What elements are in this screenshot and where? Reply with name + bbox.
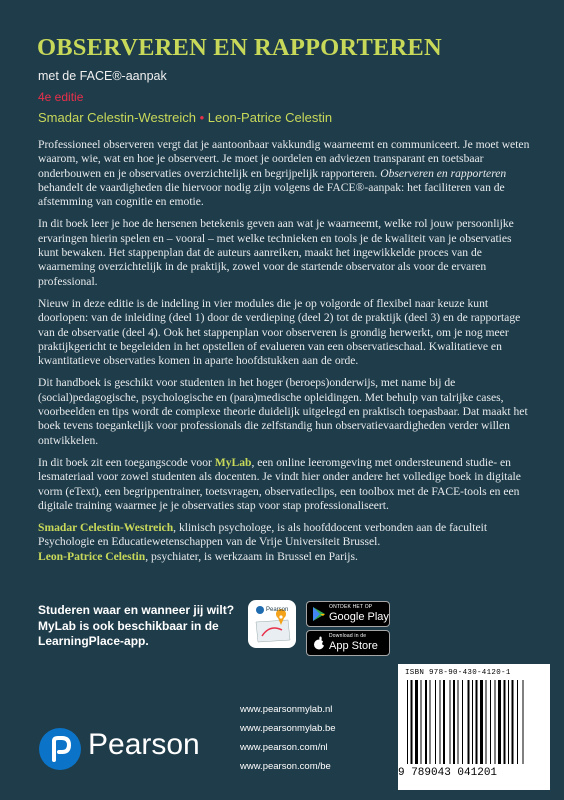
barcode-bar [450, 680, 451, 764]
book-subtitle: met de FACE®-aanpak [38, 69, 167, 83]
barcode-bar [480, 680, 483, 764]
barcode-bar [453, 680, 455, 764]
barcode-bar [472, 680, 473, 764]
apple-icon [312, 636, 326, 650]
url-item[interactable]: www.pearson.com/be [240, 761, 331, 772]
barcode-bar [462, 680, 463, 764]
barcode-bar [486, 680, 487, 764]
barcode-bar [458, 680, 459, 764]
author-line [38, 110, 332, 125]
barcode-bar [498, 680, 501, 764]
learningplace-app-icon [248, 600, 296, 648]
paragraph-new-edition: Nieuw in deze editie is de indeling in vier modules die je op volgorde of flexibel naar keuze kunt doorlopen: van de inleiding (deel 1) door de verdieping (deel 2) tot de praktijk (deel 3) en de rapportage van de observatie (deel 4). Ook het stappenplan voor observeren is grondig herwerkt, om je nog meer praktijkgericht te begeleiden in het opstellen of evalueren van een observatieschaal. Kwalitatieve en kwantitatieve observaties komen in aparte hoofdstukken aan de orde. [38, 296, 521, 368]
barcode-bar [468, 680, 470, 764]
author-2: Leon-Patrice Celestin [207, 110, 333, 125]
bio-text-1: , klinisch psychologe, is als hoofddocent verbonden aan de faculteit Psychologie en Educatiewetenschappen van de Vrije Universiteit Brussel. [38, 521, 488, 549]
barcode-bar [508, 680, 509, 764]
author-separator: • [199, 110, 205, 125]
barcode-bar [476, 680, 478, 764]
paragraph-text: Professioneel observeren vergt dat je aantoonbaar vakkundig waarneemt en communiceert. Je moet weten waarom, wie, wat en hoe je observeert. Je moet je oordelen en adviezen transparant en toetsbaar onderbouwen en je observaties overzichtelijk en begrijpelijk rapporteren. [38, 138, 530, 180]
barcode [405, 680, 543, 766]
barcode-digits: 9 789043 041201 [398, 767, 498, 779]
barcode-bar [430, 680, 431, 764]
barcode-bar [517, 680, 518, 764]
edition-label: 4e editie [38, 90, 84, 104]
barcode-bar [421, 680, 422, 764]
google-play-big-text: Google Play [329, 611, 389, 623]
book-title-inline: Observeren en rapporteren [380, 166, 507, 180]
app-promo-text: Studeren waar en wanneer jij wilt? MyLab is ook beschikbaar in de LearningPlace-app. [38, 603, 235, 648]
google-play-badge[interactable] [306, 601, 390, 627]
barcode-bar [435, 680, 436, 764]
app-store-badge[interactable] [306, 630, 390, 656]
barcode-bar [407, 680, 408, 764]
barcode-bar [411, 680, 413, 764]
app-store-big-text: App Store [329, 640, 378, 652]
bio-text-2: , psychiater, is werkzaam in Brussel en Parijs. [145, 549, 358, 563]
barcode-bar [495, 680, 496, 764]
app-icon-label: Pearson [266, 607, 289, 613]
barcode-bar [523, 680, 524, 764]
isbn-text: ISBN 978-90-430-4120-1 [405, 669, 511, 677]
paragraph-text: behandelt de vaardigheden die hiervoor nodig zijn volgens de FACE®-aanpak: het faciliteren van de afstemming van cognitie en emotie. [38, 180, 505, 209]
book-title: OBSERVEREN EN RAPPORTEREN [37, 34, 442, 61]
mylab-highlight: MyLab [214, 455, 252, 469]
url-item[interactable]: www.pearson.com/nl [240, 742, 328, 753]
bio-name-1: Smadar Celestin-Westreich [38, 521, 174, 535]
paragraph-intro [38, 138, 532, 209]
paragraph-audience: Dit handboek is geschikt voor studenten in het hoger (beroeps)onderwijs, met name bij de (social)pedagogische, psychologische en (para)medische opleidingen. Met behulp van talrijke cases, voorbeelden en tips wordt de complexe theorie duidelijk uitgelegd en praktisch toepasbaar. Dat maakt het boek tevens toegankelijk voor professionals die zelfstandig hun observatievaardigheden verder willen ontwikkelen. [38, 376, 528, 447]
blurb [38, 138, 532, 564]
author-1: Smadar Celestin-Westreich [38, 110, 196, 125]
barcode-bar [415, 680, 418, 764]
pearson-logo-text: Pearson [88, 728, 200, 761]
barcode-bar [440, 680, 441, 764]
barcode-bar [425, 680, 427, 764]
paragraph-text: In dit boek zit een toegangscode voor [38, 455, 215, 469]
paragraph-content: In dit boek leer je hoe de hersenen betekenis geven aan wat je waarneemt, welke rol jouw persoonlijke ervaringen hierin spelen en – vooral – met welke technieken en tools je de kwaliteit van je observaties kunt bewaken. Het stappenplan dat de auteurs aanreiken, maakt het ingewikkelde proces van de waarneming overzichtelijk in de praktijk, zowel voor de startende observator als voor de ervaren professional. [38, 217, 514, 288]
barcode-bar [490, 680, 491, 764]
barcode-bar [443, 680, 445, 764]
paragraph-mylab [38, 456, 532, 513]
url-item[interactable]: www.pearsonmylab.be [240, 723, 336, 734]
bio-name-2: Leon-Patrice Celestin [38, 549, 146, 563]
google-play-icon [312, 607, 326, 621]
barcode-bar [504, 680, 506, 764]
paragraph-text: , een online leeromgeving met ondersteunend studie- en lesmateriaal voor zowel studenten als docenten. Je vindt hier onder andere het volledige boek in digitale vorm (eText), een begrippentrainer, toetsvragen, observatieclips, een toolbox met de FACE-tools en een digitale training waarmee je je observaties stap voor stap professionaliseert. [38, 455, 521, 512]
barcode-bar [512, 680, 514, 764]
google-play-small-text: ONTDEK HET OP [329, 604, 373, 610]
url-list [240, 700, 336, 776]
url-item[interactable]: www.pearsonmylab.nl [240, 704, 333, 715]
author-bios [38, 521, 532, 564]
pearson-logo-icon [38, 727, 82, 771]
app-store-small-text: Download in de [329, 633, 367, 639]
